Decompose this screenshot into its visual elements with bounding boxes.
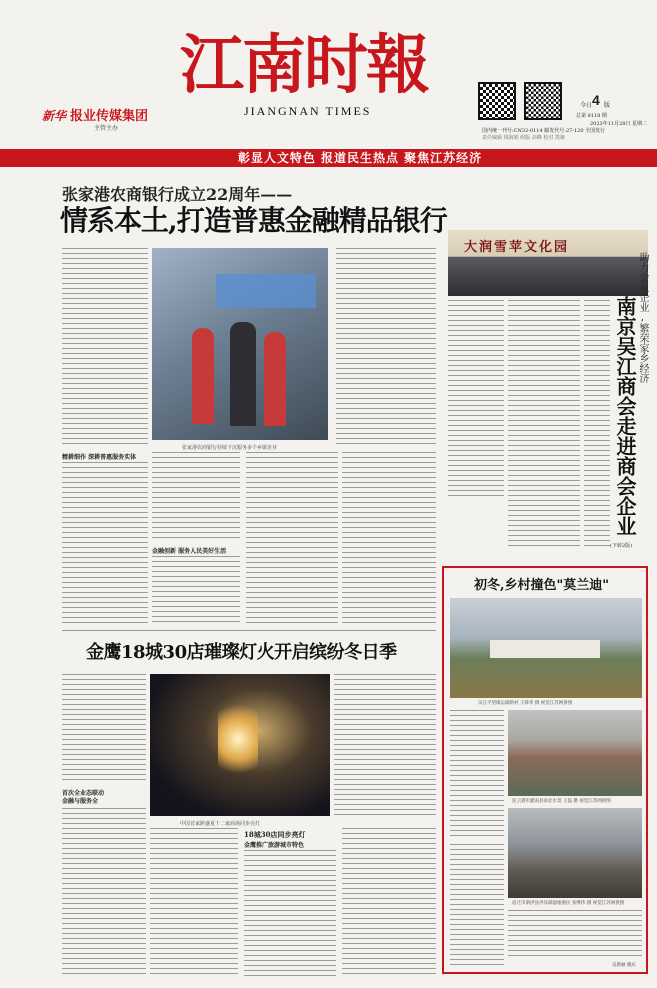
editors-line: 责任编辑 钱海娟 组版 高峰 校对 凯娅 bbox=[482, 135, 565, 141]
second-story-photo-caption: 中国首家跨盛夏十二家商场同步亮灯 bbox=[180, 821, 261, 827]
article-text bbox=[246, 452, 338, 624]
article-text bbox=[450, 844, 504, 968]
highlight-photo-1-caption: 吴江平望镇运湖新村 王锋华 摄 视觉江苏网供图 bbox=[478, 701, 573, 706]
side-story-banner: 大润雪苹文化园 bbox=[464, 240, 570, 255]
article-text bbox=[62, 674, 146, 784]
highlight-story bbox=[442, 566, 648, 974]
photo-person-2 bbox=[230, 322, 256, 426]
second-story-photo bbox=[150, 674, 330, 816]
side-story-more: (下转2版) bbox=[610, 543, 633, 549]
article-text bbox=[336, 248, 436, 448]
divider bbox=[62, 630, 436, 631]
lights-tree bbox=[218, 694, 258, 784]
highlight-photo-3 bbox=[508, 808, 642, 898]
section-heading: 金融创新 服务人民美好生活 bbox=[152, 548, 227, 555]
article-text bbox=[508, 300, 580, 550]
article-text bbox=[152, 452, 240, 542]
article-text bbox=[448, 300, 504, 500]
subhead2: 金鹰推广旅游城市特色 bbox=[244, 842, 305, 849]
edition-label: 今日 bbox=[580, 102, 593, 109]
article-text bbox=[334, 674, 436, 816]
subhead: 18城30店同步亮灯 bbox=[244, 830, 306, 839]
issue-date: 2023年11月28日 星期二 bbox=[590, 121, 648, 127]
second-story bbox=[0, 632, 440, 982]
article-text bbox=[508, 910, 642, 960]
qr-code-2 bbox=[524, 82, 562, 120]
highlight-headline: 初冬,乡村撞色"莫兰迪" bbox=[474, 578, 610, 593]
top-story-photo-caption: 张家港农商银行持续下沉服务多个乡镇企业 bbox=[182, 445, 278, 451]
article-text bbox=[584, 300, 610, 550]
side-story-kicker: 助力会员企业,繁荣家乡经济 bbox=[637, 252, 648, 383]
article-text bbox=[62, 248, 148, 448]
highlight-photo-2-caption: 连云港市灌南县南北水景 王磊 摄 视觉江苏网供图 bbox=[512, 799, 611, 804]
highlight-photo-3-caption: 宿迁市泗洪县洪泽湖湿地渔民 张继伟 摄 视觉江苏网供图 bbox=[512, 901, 625, 906]
group-subtitle: 主管主办 bbox=[94, 125, 119, 132]
article-text bbox=[62, 808, 146, 976]
article-text bbox=[342, 828, 436, 976]
slogan-text: 彰显人文特色 报道民生热点 聚焦江苏经济 bbox=[237, 151, 483, 165]
side-story-photo bbox=[448, 230, 648, 296]
article-text bbox=[150, 828, 238, 976]
highlight-photo-2 bbox=[508, 710, 642, 796]
top-story-headline: 情系本土,打造普惠金融精品银行 bbox=[60, 204, 447, 237]
photo-person-3 bbox=[264, 332, 286, 426]
top-story-kicker: 张家港农商银行成立22周年—— bbox=[62, 185, 293, 204]
cn-code: 国内统一刊号:CN32-0114 bbox=[482, 128, 543, 134]
top-story bbox=[0, 170, 447, 630]
issue-number: 总第 8118 期 bbox=[576, 113, 607, 119]
pub-codes bbox=[482, 128, 652, 142]
group-logo-script: 新华 bbox=[42, 109, 67, 123]
newspaper-title: 江南时報 bbox=[180, 28, 428, 103]
article-text bbox=[152, 556, 240, 624]
side-story-headline: 南京吴江商会走进商会企业 bbox=[613, 296, 637, 536]
edition-pages: 4 bbox=[592, 92, 600, 108]
photo-banner bbox=[216, 274, 316, 308]
highlight-photo-1 bbox=[450, 598, 642, 698]
masthead bbox=[0, 0, 657, 168]
article-text bbox=[342, 452, 436, 624]
section-heading: 首次全业态联动 bbox=[62, 790, 105, 797]
edition-unit: 版 bbox=[604, 102, 611, 109]
postal-code: 邮发代号:27-120 全国发行 bbox=[544, 128, 606, 134]
article-text bbox=[244, 850, 336, 976]
section-heading: 金融与服务全 bbox=[62, 798, 99, 805]
photo-person-1 bbox=[192, 328, 214, 424]
top-story-photo bbox=[152, 248, 328, 440]
side-story bbox=[440, 200, 650, 552]
group-logo bbox=[42, 105, 152, 133]
second-story-headline: 金鹰18城30店璀璨灯火开启缤纷冬日季 bbox=[86, 642, 397, 663]
qr-code-1 bbox=[478, 82, 516, 120]
group-name: 报业传媒集团 bbox=[70, 109, 149, 124]
newspaper-title-pinyin: JIANGNAN TIMES bbox=[244, 104, 372, 118]
village-houses bbox=[490, 640, 600, 658]
article-text bbox=[450, 710, 504, 840]
section-heading: 精耕细作 深耕普惠服务实体 bbox=[62, 454, 137, 461]
highlight-footer: 吴新丽 晓庆 bbox=[612, 963, 636, 968]
article-text bbox=[62, 462, 148, 624]
